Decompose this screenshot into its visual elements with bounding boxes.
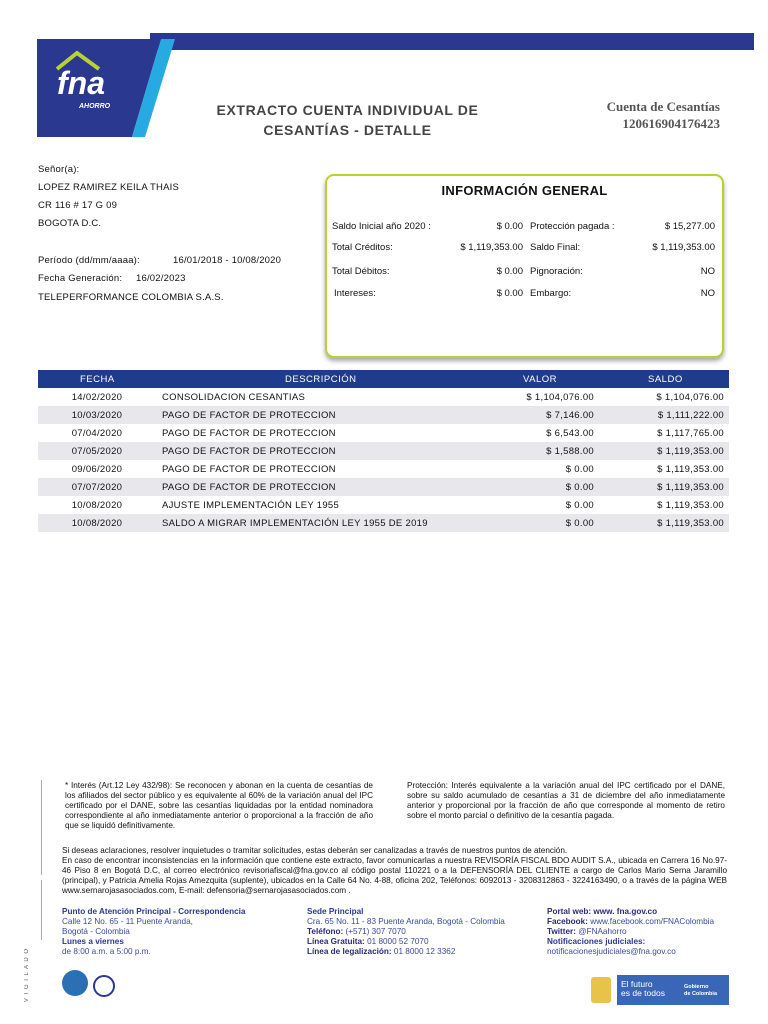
period-value: 16/01/2018 - 10/08/2020 <box>173 255 282 266</box>
general-info-title: INFORMACIÓN GENERAL <box>441 183 608 198</box>
attention-address: Calle 12 No. 65 - 11 Puente Aranda, <box>62 917 193 926</box>
twitter-label: Twitter: <box>547 927 576 936</box>
row-value: $ 1,588.00 <box>546 446 594 457</box>
row-value: $ 7,146.00 <box>546 410 594 421</box>
info-label: Total Créditos: <box>332 242 393 253</box>
employer: TELEPERFORMANCE COLOMBIA S.A.S. <box>38 292 224 303</box>
row-date: 10/03/2020 <box>71 410 123 421</box>
table-header <box>38 370 729 388</box>
table-row <box>38 496 729 514</box>
footer-col-attention <box>62 907 282 957</box>
info-value: $ 0.00 <box>496 221 523 232</box>
notifications-email[interactable]: notificacionesjudiciales@fna.gov.co <box>547 947 676 956</box>
gov-slogan-2: es de todos <box>621 988 665 998</box>
table-row <box>38 406 729 424</box>
notifications-title: Notificaciones judiciales: <box>547 937 646 946</box>
account-info <box>560 98 720 132</box>
info-value: NO <box>700 288 715 299</box>
info-value: $ 1,119,353.00 <box>460 242 523 253</box>
colombia-shield-icon <box>591 977 611 1003</box>
salutation: Señor(a): <box>38 164 80 175</box>
info-value: $ 0.00 <box>496 288 523 299</box>
table-row <box>38 424 729 442</box>
row-desc: PAGO DE FACTOR DE PROTECCION <box>162 482 336 493</box>
interest-note: * Interés (Art.12 Ley 432/98): Se reconocen y abonan en la cuenta de cesantías de los afiliados del sector público y es equivalente al 60% de la variación anual del IPC certificado por el DANE, sobre las cesantías liquidadas por la entidad nominadora correspondiente al año inmediatamente anterior o proporcional a la fracción de año que se liquidó definitivamente. <box>65 781 373 830</box>
legal-line-value: 01 8000 12 3362 <box>393 947 456 956</box>
info-label: Embargo: <box>530 288 572 299</box>
row-balance: $ 1,117,765.00 <box>657 428 724 439</box>
web-link[interactable]: www. fna.gov.co <box>593 907 658 916</box>
vigilado-text: V I G I L A D O <box>24 948 30 1003</box>
row-balance: $ 1,119,353.00 <box>657 482 724 493</box>
row-balance: $ 1,119,353.00 <box>657 446 724 457</box>
row-date: 10/08/2020 <box>71 500 123 511</box>
side-logo-sic <box>23 780 42 875</box>
title-line-1: EXTRACTO CUENTA INDIVIDUAL DE <box>216 102 479 118</box>
attention-city: Bogotá - Colombia <box>62 927 130 936</box>
row-value: $ 0.00 <box>565 500 594 511</box>
gov-name-1: Gobierno <box>684 984 709 990</box>
gov-slogan <box>621 980 665 998</box>
attention-days: Lunes a viernes <box>62 937 124 946</box>
free-line-label: Línea Gratuita: <box>307 937 365 946</box>
row-balance: $ 1,104,076.00 <box>656 392 724 403</box>
footer-col-online <box>547 907 737 957</box>
row-date: 07/05/2020 <box>71 446 123 457</box>
attention-title: Punto de Atención Principal - Correspondencia <box>62 907 246 916</box>
twitter-link[interactable]: @FNAahorro <box>578 927 627 936</box>
free-line-value: 01 8000 52 7070 <box>367 937 429 946</box>
protection-note: Protección: Interés equivalente a la variación anual del IPC certificado por el DANE, sobre su saldo acumulado de cesantías a 31 de diciembre del año inmediatamente anterior y proporcional por la fracción de año que corresponde al momento de retiro sobre el monto parcial o definitivo de la cesantía pagada. <box>407 781 725 820</box>
phone-label: Teléfono: <box>307 927 344 936</box>
phone-value: (+571) 307 7070 <box>345 927 406 936</box>
table-row <box>38 388 729 406</box>
account-label: Cuenta de Cesantías <box>606 99 720 114</box>
contact-line-1: Si deseas aclaraciones, resolver inquietudes o tramitar solicitudes, estas deberán ser canalizadas a través de nuestros puntos de atención. <box>62 846 568 855</box>
info-label: Pignoración: <box>530 266 583 277</box>
table-row <box>38 478 729 496</box>
info-label: Saldo Final: <box>530 242 581 253</box>
row-desc: AJUSTE IMPLEMENTACIÓN LEY 1955 <box>162 500 340 511</box>
gov-name-2: de Colombia <box>684 990 718 997</box>
row-balance: $ 1,111,222.00 <box>657 410 724 421</box>
row-balance: $ 1,119,353.00 <box>657 518 724 529</box>
header-bar <box>150 33 754 50</box>
row-balance: $ 1,119,353.00 <box>657 500 724 511</box>
hq-address: Cra. 65 No. 11 - 83 Puente Aranda, Bogotá - Colombia <box>307 917 505 926</box>
side-logo-sfc <box>23 880 42 940</box>
government-logo <box>587 975 729 1005</box>
col-value-header: VALOR <box>523 374 558 385</box>
row-date: 07/07/2020 <box>71 482 123 493</box>
generated-label: Fecha Generación: <box>38 273 123 284</box>
row-value: $ 0.00 <box>565 518 594 529</box>
footer-col-hq <box>307 907 537 957</box>
info-label: Protección pagada : <box>530 221 615 232</box>
gov-slogan-1: El futuro <box>621 979 653 989</box>
table-row <box>38 460 729 478</box>
quality-seal-icon <box>62 970 88 996</box>
col-balance-header: SALDO <box>648 374 683 385</box>
period-label: Período (dd/mm/aaaa): <box>38 255 140 266</box>
logo-text: fna <box>57 65 105 101</box>
row-desc: CONSOLIDACION CESANTIAS <box>162 392 306 403</box>
row-date: 09/06/2020 <box>71 464 123 475</box>
supervision-sidebar <box>18 780 46 1005</box>
contact-line-2: En caso de encontrar inconsistencias en la información que contiene este extracto, favor comunicarlas a nuestra REVISORÍA FISCAL BDO AUDIT S.A., ubicada en Carrera 16 No.97-46 Piso 8 en Bogotá D.C, al correo electrónico revisoriafiscal@fna.gov.co al código postal 110221 o a la DEFENSORÍA DEL CLIENTE a cargo de Carlos Mario Serna Jaramillo (principal), y Patricia Amelia Rojas Amezquita (suplente), ubicados en la Calle 64 No. 4-88, oficina 202, Teléfonos: 6092013 - 3208312863 - 3224163490, o a través de la página WEB www.sernarojasasociados.com, E-mail: defensoria@sernarojasasociados.com . <box>62 856 727 895</box>
facebook-label: Facebook: <box>547 917 588 926</box>
certification-seal-icon <box>93 975 115 997</box>
info-value: $ 0.00 <box>496 266 523 277</box>
col-desc-header: DESCRIPCIÓN <box>285 374 357 385</box>
info-value: $ 15,277.00 <box>664 221 715 232</box>
row-value: $ 0.00 <box>565 464 594 475</box>
contact-note <box>62 846 727 896</box>
row-value: $ 6,543.00 <box>546 428 594 439</box>
row-desc: SALDO A MIGRAR IMPLEMENTACIÓN LEY 1955 DE 2019 <box>162 518 428 529</box>
info-value: $ 1,119,353.00 <box>652 242 715 253</box>
row-desc: PAGO DE FACTOR DE PROTECCION <box>162 410 336 421</box>
client-name: LOPEZ RAMIREZ KEILA THAIS <box>38 182 180 193</box>
row-date: 10/08/2020 <box>71 518 123 529</box>
fna-logo <box>37 29 177 137</box>
row-desc: PAGO DE FACTOR DE PROTECCION <box>162 428 336 439</box>
row-balance: $ 1,119,353.00 <box>657 464 724 475</box>
generated-value: 16/02/2023 <box>136 273 186 284</box>
attention-hours: de 8:00 a.m. a 5:00 p.m. <box>62 947 151 956</box>
info-label: Saldo Inicial año 2020 : <box>332 221 431 232</box>
col-date-header: FECHA <box>80 374 115 385</box>
table-row <box>38 514 729 532</box>
row-date: 14/02/2020 <box>71 392 123 403</box>
client-city: BOGOTA D.C. <box>38 218 102 229</box>
account-number: 120616904176423 <box>622 116 720 131</box>
table-row <box>38 442 729 460</box>
row-date: 07/04/2020 <box>71 428 123 439</box>
row-desc: PAGO DE FACTOR DE PROTECCION <box>162 464 336 475</box>
row-value: $ 0.00 <box>565 482 594 493</box>
gov-name <box>684 984 717 997</box>
info-label: Total Débitos: <box>332 266 390 277</box>
client-address: CR 116 # 17 G 09 <box>38 200 118 211</box>
info-value: NO <box>700 266 715 277</box>
hq-title: Sede Principal <box>307 907 364 916</box>
title-line-2: CESANTÍAS - DETALLE <box>263 122 432 138</box>
web-label: Portal web: <box>547 907 592 916</box>
document-title <box>190 100 505 140</box>
row-value: $ 1,104,076.00 <box>526 392 594 403</box>
logo-subtext: AHORRO <box>79 103 111 110</box>
info-label: Intereses: <box>334 288 376 299</box>
legal-line-label: Línea de legalización: <box>307 947 392 956</box>
facebook-link[interactable]: www.facebook.com/FNAColombia <box>590 917 715 926</box>
row-desc: PAGO DE FACTOR DE PROTECCION <box>162 446 336 457</box>
